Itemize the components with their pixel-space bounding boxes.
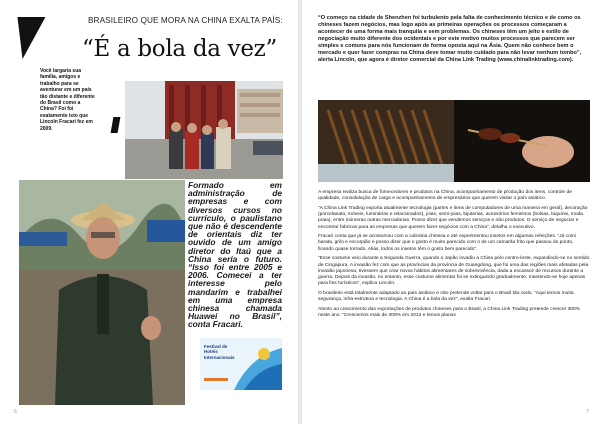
body-paragraph: Fracari conta que já se acostumou com a culinária chinesa e até experimentou insetos em algumas refeições. “Já comi barata, grilo e escorpião e posso dizer que o gosto é muito parecido com o de um camarão frito que passou do ponto, ficando quase torrado. Aliás, todos os insetos têm o gosto bem parecido”. bbox=[318, 234, 576, 252]
pull-quote: Formado em administração de empresas e com diversos cursos no currículo, o paulistano que não é descendente de orientais diz ter ouvido de um amigo diretor do Itaú que a China seria o futuro. “Isso foi entre 2005 e 2006. Comecei a ter interesse pelo mandarim e trabalhei em uma empresa chinesa chamada Huawei no Brasil”, conta Fracari. bbox=[188, 180, 282, 330]
decorative-quote-mark bbox=[9, 17, 46, 59]
article-kicker: BRASILEIRO QUE MORA NA CHINA EXALTA PAÍS: bbox=[88, 16, 283, 25]
festival-label: Festival de Hotéis Internacionais bbox=[204, 344, 235, 360]
festival-advertisement bbox=[200, 338, 282, 390]
photo-insect-skewers bbox=[318, 100, 590, 182]
body-paragraph: A empresa realiza busca de fornecedores e produtos na China, acompanhamento de produção dos itens, controle de qualidade, consolidação de carga e acompanhamento de empresários que querem visitar o país asiático. bbox=[318, 190, 572, 202]
decorative-quote-mark-small bbox=[111, 117, 121, 133]
intro-paragraph: Você largaria sua família, amigos e trabalho para se aventurar em um país tão distante e diferente do Brasil como a China? Foi foi exatamente isto que Lincoln Fracari fez em 2009. bbox=[40, 68, 95, 132]
lead-quote: “O começo na cidade de Shenzhen foi turbulento pela falta de conhecimento técnico e de como os chineses fazem negócios, mas logo após as primeiras operações os processos começaram a acontecer de uma forma mais tranquila e sem problemas. Os chineses têm um jeito e estilo de negociação muito diferente dos ocidentais e por este motivo muitos processos que parecem ser simples e comuns para nós funcionam de forma oposta aqui na Ásia. Quem não conhece bem o mercado e quer fazer compras na China deve tomar muito cuidado para não levar nenhum tombo”, alerta Lincoln, que agora é diretor comercial da China Link Trading (www.chinalinktrading.com). bbox=[318, 15, 582, 63]
article-body bbox=[318, 190, 590, 322]
photo-man-with-hat bbox=[19, 180, 185, 405]
photo-team-at-container bbox=[125, 81, 283, 179]
article-headline: “É a bola da vez” bbox=[82, 36, 277, 62]
right-page-number: 7 bbox=[586, 409, 589, 415]
body-paragraph: O brasileiro está totalmente adaptado ao país asiático e não pretende voltar para o Brasil tão cedo. “Aqui temos muita segurança, infra-estrutura e tecnologia. A China é a bola da vez”, exalta Fracari. bbox=[318, 290, 574, 303]
body-paragraph: Atento ao crescimento das exportações de produtos chineses para o Brasil, a China Link Trading pretende crescer 300% neste ano. “Crescemos mais de 300% em 2012 e temos planos bbox=[318, 306, 581, 318]
body-paragraph: “Esse costume veio durante a Segunda Guerra, quando o Japão invadiu a China pelo centro-leste, expandindo-se no sentido de Cingapura. A invasão fez com que as províncias da província de Guangdong, que foi uma das regiões mais afetadas pela invasão japonesa, tivessem que criar novos hábitos alimentares de sobrevivência, dada a escassez de recursos durante a guerra. Depois da invasão, no entanto, esse costume alimentar foi se extinguindo gradualmente, mantendo-se hoje apenas para fins turísticos”, explica Lincoln. bbox=[318, 256, 590, 287]
left-page-number: 6 bbox=[14, 409, 17, 415]
left-page bbox=[0, 0, 298, 424]
right-page bbox=[302, 0, 600, 424]
body-paragraph: “A China Link Trading exporta atualmente tecnologia (partes e itens de computadores de uma maneira em geral), decoração (porcelanato, móveis, luminárias e relacionados), joias, semi-joias, bijuterias, acessórios femininos (bolsas, biquínis, moda praia), entre inúmeras outras mercadorias. Posso dizer que vendemos serviços e não produtos. O serviço de negociar e encontrar fabricas para as empresas que querem fazer negócios com a China”, detalha o executivo. bbox=[318, 205, 588, 230]
